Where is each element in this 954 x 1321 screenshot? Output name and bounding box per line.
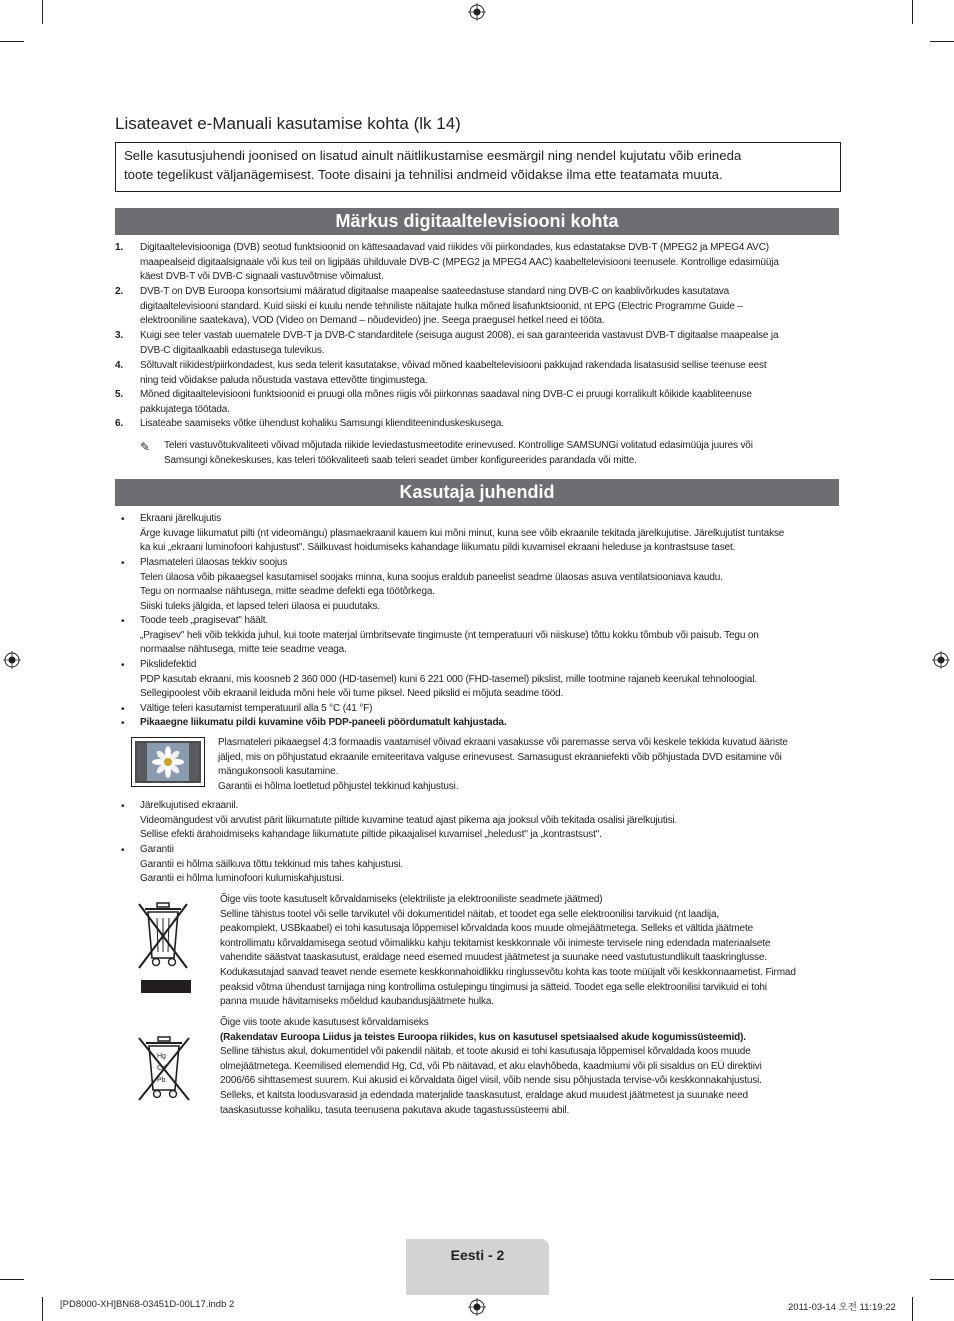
note-line: Samsungi kõnekeskuses, kas teleri töökvaliteeti saab teleri seadet ümber konfigureerides parandada või mitte.: [164, 454, 637, 466]
note-pencil-icon: ✎: [140, 440, 150, 454]
list-line: pakkujatega töötada.: [140, 403, 230, 415]
crossed-out-bin-icon: [135, 900, 193, 994]
guide-line: Garantii ei hõlma luminofoori kulumiskahjustusi.: [140, 873, 345, 885]
list-line: DVB-T on DVB Euroopa konsortsiumi määratud digitaalse maapealse saateedastuse standard ning DVB-C on kaablivõrkudes kasutatava: [140, 286, 730, 297]
list-line: ning teid võidakse paluda nõustuda vastava ettevõtte tingimustega.: [140, 374, 428, 386]
bullet-icon: •: [121, 660, 125, 671]
guide-line: PDP kasutab ekraani, mis koosneb 2 360 000 (HD-tasemel) kuni 6 221 000 (FHD-tasemel) pikslist, mille tootmine rajaneb keerukal tehnoloogial.: [140, 673, 757, 685]
battery-subtitle: (Rakendatav Euroopa Liidus ja teistes Euroopa riikides, kus on kasutusel spetsiaalsed akude kogumissüsteemid).: [220, 1031, 746, 1043]
guide-line: normaalse nähtusega, mitte teie seadme veaga.: [140, 644, 347, 656]
list-item: [140, 359, 767, 388]
list-line: Sõltuvalt riikidest/piirkondadest, kus seda telerit kasutatakse, võivad mõned kaabeltelevisiooni pakkujad rakendada lisatasusid sellise teenuse eest: [140, 360, 767, 371]
guide-item-head: Ekraani järelkujutis: [140, 513, 221, 524]
list-line: käest DVB-T või DVB-C signaali vastuvõtmise võimalust.: [140, 271, 384, 283]
weee-title: Õige viis toote kasutuselt kõrvaldamiseks (elektriliste ja elektrooniliste seadmete jäätmed): [220, 894, 603, 905]
crop-mark: [930, 41, 954, 42]
guide-line: mängukonsooli kasutamine.: [218, 766, 339, 778]
list-line: elektrooniline saatekava), VOD (Video on Demand – nõudevideo) jne. Seega praegusel hetkel need ei tööta.: [140, 315, 605, 327]
battery-mark-hg: Hg: [157, 1053, 166, 1060]
note-text: [164, 439, 753, 468]
bullet-icon: •: [121, 514, 125, 525]
crop-mark: [42, 1297, 43, 1321]
guide-line: Plasmateleri pikaaegsel 4:3 formaadis vaatamisel võivad ekraani vasakusse või paremasse serva või keskele tekkida kuvatud ääriste: [218, 737, 788, 748]
bullet-icon: •: [121, 558, 125, 569]
print-slug-right: 2011-03-14 오전 11:19:22: [788, 1302, 896, 1313]
list-item: [140, 329, 778, 358]
crop-mark: [0, 1279, 24, 1280]
intro-line: toote tegelikust väljanägemisest. Toote disaini ja tehnilisi andmeid võidakse ilma ette teatamata muuta.: [124, 166, 723, 182]
guide-item: [140, 556, 723, 614]
guide-line: ka kui „ekraani luminofoori kahjustust". Säilkuvast hoidumiseks kahandage liikumatu pildi kuvamisel ekraani heleduse ja kontrastsuse taset.: [140, 542, 736, 554]
crop-mark: [42, 0, 43, 24]
guide-line: Videomängudest või arvutist pärit liikumatute piltide kuvamine teatud ajast pikema aja jooksul võib tekitada osalisi järelkujutisi.: [140, 814, 678, 826]
guide-line: Sellise efekti ärahoidmiseks kahandage liikumatute piltide pikaajalisel kuvamisel „heledust" ja „kontrastsust".: [140, 829, 602, 841]
guide-line: Sellegipoolest võib ekraanil leiduda mõni hele või tume piksel. Need pikslid ei mõjuta seadme tööd.: [140, 688, 564, 700]
list-number: 4.: [115, 360, 124, 371]
guide-line: jäljed, mis on põhjustatud ekraanile emiteeritava valguse erinevusest. Samasugust ekraaniefekti võib põhjustada DVD esitamine või: [218, 751, 782, 763]
section-heading-user-guides: Kasutaja juhendid: [115, 479, 839, 506]
guide-line: Garantii ei hõlma säilkuva tõttu tekkinud mis tahes kahjustusi.: [140, 858, 403, 870]
battery-bin-icon: [135, 1034, 195, 1104]
page-number-tab: [406, 1239, 549, 1295]
bullet-icon: •: [121, 704, 125, 715]
registration-mark-icon: [468, 1298, 486, 1316]
weee-line: vahendite säästvat taaskasutust, eraldage need esemed muudest jäätmetest ja suunake need vastutustundlikult taaskringlusse.: [220, 952, 767, 964]
bullet-icon: •: [121, 845, 125, 856]
guide-item-temperature: Vältige teleri kasutamist temperatuuril alla 5 °C (41 °F): [140, 703, 373, 714]
list-item: [140, 285, 743, 329]
list-item: [140, 417, 504, 432]
weee-disposal-text: [220, 893, 796, 1010]
weee-line: panna muude hävitamiseks mõeldud kaubandusjäätmete hulka.: [220, 996, 494, 1008]
print-slug-left: [PD8000-XH]BN68-03451D-00L17.indb 2: [60, 1299, 235, 1310]
intro-line: Selle kasutusjuhendi joonised on lisatud ainult näitlikustamise eesmärgil ning nendel kujutatu võib erineda: [124, 148, 742, 163]
list-line: digitaaltelevisiooni standard. Kuid siiski ei kuulu nende tehniliste näitajate hulka mõned lisafunktsioonid, nt EPG (Electric Programme Guide –: [140, 300, 743, 312]
intro-notice-box: [115, 142, 841, 192]
guide-item: [140, 512, 784, 556]
crop-mark: [912, 1297, 913, 1321]
guide-line: Garantii ei hõlma loetletud põhjustel tekkinud kahjustusi.: [218, 780, 459, 792]
battery-disposal-text: [220, 1016, 762, 1118]
battery-mark-cd: Cd: [157, 1065, 166, 1072]
guide-line: Siiski tuleks jälgida, et lapsed teleri ülaosa ei puudutaks.: [140, 600, 381, 612]
guide-item: [140, 843, 403, 887]
battery-line: 2006/66 sihttasemest suurem. Kui akusid ei kõrvaldata õigel viisil, võib nende sisu põhjustada tervise-või keskkonnakahjustusi.: [220, 1075, 762, 1087]
list-line: Lisateabe saamiseks võtke ühendust kohaliku Samsungi klienditeeninduskeskusega.: [140, 418, 504, 429]
guide-item-head: Garantii: [140, 844, 174, 855]
guide-item: [140, 799, 677, 843]
guide-item-still-image: Pikaaegne liikumatu pildi kuvamine võib PDP-paneeli pöördumatult kahjustada.: [140, 717, 507, 728]
bullet-icon: •: [121, 616, 125, 627]
list-number: 5.: [115, 389, 124, 400]
crop-mark: [0, 41, 24, 42]
list-number: 3.: [115, 330, 124, 341]
list-number: 1.: [115, 242, 124, 253]
weee-line: kontrollimatu kõrvaldamisega seotud võimalikku kahju tekitamist keskkonnale või inimeste tervisele ning edendada materiaalsete: [220, 937, 771, 949]
guide-item-head: Toode teeb „pragisevat" häält.: [140, 615, 269, 626]
list-line: Digitaaltelevisiooniga (DVB) seotud funktsioonid on kättesaadavad vaid riikides või piirkondades, kus edastatakse DVB-T (MPEG2 ja MPEG4 AVC): [140, 242, 769, 253]
battery-mark-pb: Pb: [157, 1077, 166, 1084]
guide-line: Tegu on normaalse nähtusega, mitte seadme defekti ega töötõrkega.: [140, 586, 435, 598]
battery-line: Selline tähistus akul, dokumentidel või pakendil näitab, et toote akusid ei tohi kasutusaja lõppemisel kõrvaldada koos muude: [220, 1046, 751, 1058]
weee-line: peaksid võtma ühendust tarnijaga ning kontrollima ostulepingu tingimusi ja sätteid. Toodet ega selle elektroonilisi tarvikuid ei tohi: [220, 981, 767, 993]
weee-line: peakomplekt, USBkaabel) ei tohi kasutusaja lõppemisel kõrvaldada koos muude olmejäätmetega. Selleks et vältida jäätmete: [220, 923, 754, 935]
list-item: [140, 241, 779, 285]
list-line: maapealseid digitaalsignaale või kus teil on ligipääs ühilduvale DVB-C (MPEG2 ja MPEG4 AAC) kaabeltelevisiooni teenusele. Kontrollige edasimüüja: [140, 256, 779, 268]
tv-aspect-text: [218, 736, 788, 794]
battery-title: Õige viis toote akude kasutusest kõrvaldamiseks: [220, 1017, 429, 1028]
guide-line: Teleri ülaosa võib pikaaegsel kasutamisel soojaks minna, kuna soojus eraldub paneelist seadme ülaosas asuva ventilatsiooniava kaudu.: [140, 571, 723, 583]
guide-line: „Pragisev" heli võib tekkida juhul, kui toote materjal ümbritsevate tingimuste (nt temperatuuri või niiskuse) tõttu kokku tõmbub või paisub. Tegu on: [140, 629, 759, 641]
bullet-icon: •: [121, 801, 125, 812]
list-line: DVB-C digitaalkaabli edastusega tulevikus.: [140, 344, 325, 356]
list-number: 6.: [115, 418, 124, 429]
list-number: 2.: [115, 286, 124, 297]
tv-screen-illustration: [131, 737, 205, 787]
battery-line: olmejäätmetega. Keemilised elemendid Hg, Cd, või Pb näitavad, et aku elavhõbeda, kaadmiumi või pli sisaldus on EÜ direktiivi: [220, 1060, 762, 1072]
intro-title: Lisateavet e-Manuali kasutamise kohta (lk 14): [115, 114, 461, 133]
guide-item: [140, 614, 759, 658]
registration-mark-icon: [468, 3, 486, 21]
list-line: Kuigi see teler vastab uuematele DVB-T ja DVB-C standarditele (seisuga august 2008), ei saa garanteerida vastavust DVB-T digitaalse maapealse ja: [140, 330, 779, 341]
guide-item-head: Plasmateleri ülaosas tekkiv soojus: [140, 557, 288, 568]
section-heading-digital-tv: Märkus digitaaltelevisiooni kohta: [115, 208, 839, 235]
weee-line: Selline tähistus tootel või selle tarvikutel või dokumentidel näitab, et toodet ega selle elektroonilisi tarvikuid (nt laadija,: [220, 908, 720, 920]
guide-item-head: Pikslidefektid: [140, 659, 197, 670]
note-line: Teleri vastuvõtukvaliteeti võivad mõjutada riikide leviedastusmeetodite erinevused. Kontrollige SAMSUNGi volitatud edasimüüja juures või: [164, 440, 753, 451]
guide-item: [140, 658, 757, 702]
registration-mark-icon: [3, 651, 21, 669]
battery-line: Selleks, et kaitsta loodusvarasid ja edendada materjalide taaskasutust, eraldage akud muudest jäätmetest ja suunake need: [220, 1089, 748, 1101]
weee-line: Kodukasutajad saavad teavet nende esemete keskkonnahoidlikku ringlussevõtu kohta kas toote müüjalt või keskkonnaametist. Firmad: [220, 966, 796, 978]
bullet-icon: •: [121, 718, 125, 729]
page-number: Eesti - 2: [450, 1247, 505, 1263]
crop-mark: [930, 1279, 954, 1280]
registration-mark-icon: [932, 651, 950, 669]
guide-line: Ärge kuvage liikumatut pilti (nt videomängu) plasmaekraanil kauem kui mõni minut, kuna see võib ekraanile tekitada järelkujutise. Järelkujutist tuntakse: [140, 527, 785, 539]
crop-mark: [912, 0, 913, 24]
list-line: Mõned digitaaltelevisiooni funktsioonid ei pruugi olla mõnes riigis või piirkonnas saadaval ning DVB-C ei pruugi korralikult kõikide kaabliteenuse: [140, 389, 752, 400]
battery-line: taaskasutusse kohaliku, tasuta teenusena pakutava akude tagastussüsteemi abil.: [220, 1104, 570, 1116]
list-item: [140, 388, 752, 417]
guide-item-head: Järelkujutised ekraanil.: [140, 800, 239, 811]
